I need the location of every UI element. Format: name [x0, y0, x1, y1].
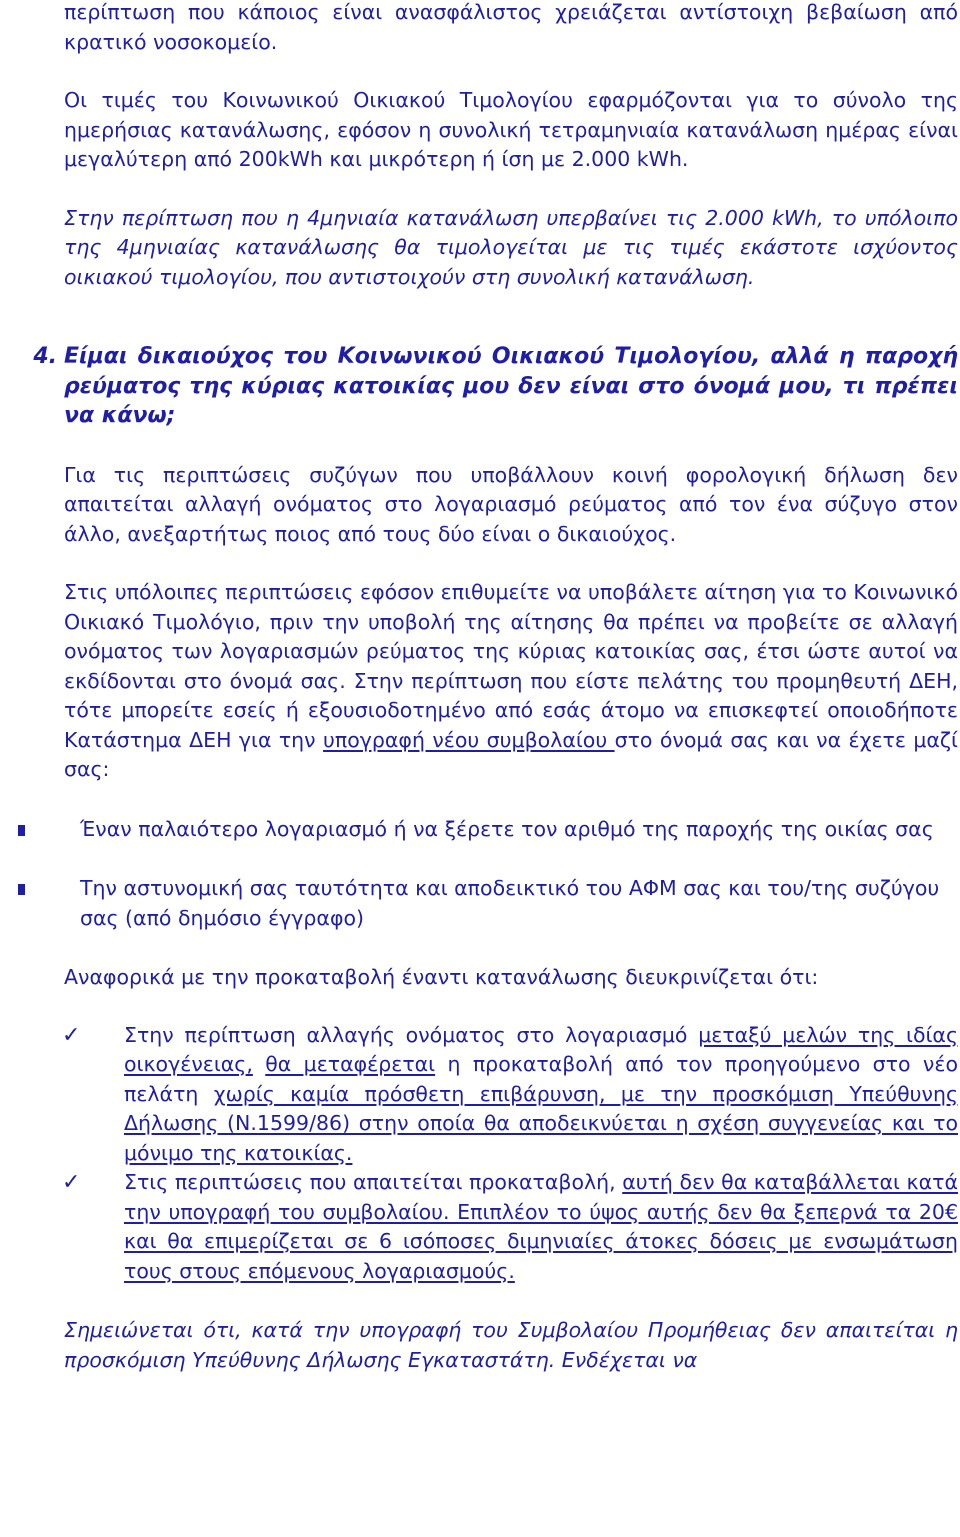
- list-item: [64, 1021, 958, 1169]
- check1-text-c: η προκαταβολή από τον προηγούμενο στο νέο πελάτη: [124, 1052, 958, 1106]
- other-cases-text-b: στο όνομά σας και να έχετε μαζί σας:: [64, 727, 958, 781]
- check1-underlined-2: θα μεταφέρεται: [265, 1052, 436, 1076]
- check1-underlined-3: χωρίς καμία πρόσθετη επιβάρυνση, με την προσκόμιση Υπεύθυνης Δήλωσης (Ν.1599/86) στην οποία θα αποδεικνύεται η σχέση συγγενείας και το μόνιμο της κατοικίας.: [124, 1081, 958, 1165]
- required-documents-list: [0, 815, 958, 934]
- check2-underlined-1: αυτή δεν θα καταβάλλεται κατά την υπογραφή του συμβολαίου. Επιπλέον το ύψος αυτής δεν θα ξεπερνά τα 20€ και θα επιμερίζεται σε 6 ισόποσες διμηνιαίες άτοκες δόσεις με ενσωμάτωση τους στους επόμενους λογαριασμούς.: [124, 1170, 958, 1283]
- advance-payment-list: [64, 1021, 958, 1287]
- square-bullet-icon: [18, 825, 25, 836]
- other-cases-paragraph: [64, 578, 958, 785]
- new-contract-link[interactable]: υπογραφή νέου συμβολαίου: [323, 727, 615, 752]
- document-body: [33, 0, 958, 1375]
- other-cases-text-a: Στις υπόλοιπες περιπτώσεις εφόσον επιθυμείτε να υποβάλετε αίτηση για το Κοινωνικό Οικιακό Τιμολόγιο, πριν την υποβολή της αίτησης θα πρέπει να προβείτε σε αλλαγή ονόματος των λογαριασμών ρεύματος της κύριας κατοικίας σας, έτσι ώστε αυτοί να εκδίδονται στο όνομά σας. Στην περίπτωση που είστε πελάτης του προμηθευτή ΔΕΗ, τότε μπορείτε εσείς ή εξουσιοδοτημένο από εσάς άτομο να επισκεφτεί οποιοδήποτε Κατάστημα ΔΕΗ για την: [64, 580, 958, 752]
- intro-paragraph-3: Στην περίπτωση που η 4μηνιαία κατανάλωση υπερβαίνει τις 2.000 kWh, το υπόλοιπο της 4μηνιαίας κατανάλωσης θα τιμολογείται με τις τιμές εκάστοτε ισχύοντος οικιακού τιμολογίου, που αντιστοιχούν στη συνολική κατανάλωση.: [64, 205, 958, 289]
- check1-text-a: Στην περίπτωση αλλαγής ονόματος στο λογαριασμό: [124, 1022, 699, 1047]
- spouses-paragraph: Για τις περιπτώσεις συζύγων που υποβάλλουν κοινή φορολογική δήλωση δεν απαιτείται αλλαγή ονόματος στο λογαριασμό ρεύματος από τον ένα σύζυγο στον άλλο, ανεξαρτήτως ποιος από τους δύο είναι ο δικαιούχος.: [64, 462, 958, 546]
- question-title: Είμαι δικαιούχος του Κοινωνικού Οικιακού Τιμολογίου, αλλά η παροχή ρεύματος της κύριας κατοικίας μου δεν είναι στο όνομά μου, τι πρέπει να κάνω;: [64, 344, 958, 428]
- checkmark-icon: ✓: [62, 1170, 81, 1195]
- intro-paragraph-2: Οι τιμές του Κοινωνικού Οικιακού Τιμολογίου εφαρμόζονται για το σύνολο της ημερήσιας κατανάλωσης, εφόσον η συνολική τετραμηνιαία κατανάλωση ημέρας είναι μεγαλύτερη από 200kWh και μικρότερη ή ίση με 2.000 kWh.: [64, 88, 958, 171]
- intro-paragraph-1: περίπτωση που κάποιος είναι ανασφάλιστος χρειάζεται αντίστοιχη βεβαίωση από κρατικό νοσοκομείο.: [64, 0, 958, 54]
- advance-payment-intro: Αναφορικά με την προκαταβολή έναντι κατανάλωσης διευκρινίζεται ότι:: [64, 965, 819, 989]
- list-item-text: Την αστυνομική σας ταυτότητα και αποδεικτικό του ΑΦΜ σας και του/της συζύγου σας (από δημόσιο έγγραφο): [80, 876, 940, 930]
- list-item-text: Έναν παλαιότερο λογαριασμό ή να ξέρετε τον αριθμό της παροχής της οικίας σας: [80, 816, 934, 841]
- closing-note: Σημειώνεται ότι, κατά την υπογραφή του Συμβολαίου Προμήθειας δεν απαιτείται η προσκόμιση Υπεύθυνης Δήλωσης Εγκαταστάτη. Ενδέχεται να: [64, 1318, 958, 1372]
- list-item: [0, 874, 958, 933]
- check1-underlined-1: μεταξύ μελών της ιδίας οικογένειας,: [124, 1022, 958, 1076]
- question-number: 4.: [33, 344, 57, 369]
- list-item: [64, 1168, 958, 1286]
- question-4-heading: [33, 342, 958, 431]
- checkmark-icon: ✓: [62, 1022, 81, 1048]
- check2-text-a: Στις περιπτώσεις που απαιτείται προκαταβολή,: [124, 1170, 623, 1194]
- list-item: [0, 815, 958, 845]
- check1-text-b: [253, 1052, 265, 1076]
- square-bullet-icon: [18, 884, 25, 895]
